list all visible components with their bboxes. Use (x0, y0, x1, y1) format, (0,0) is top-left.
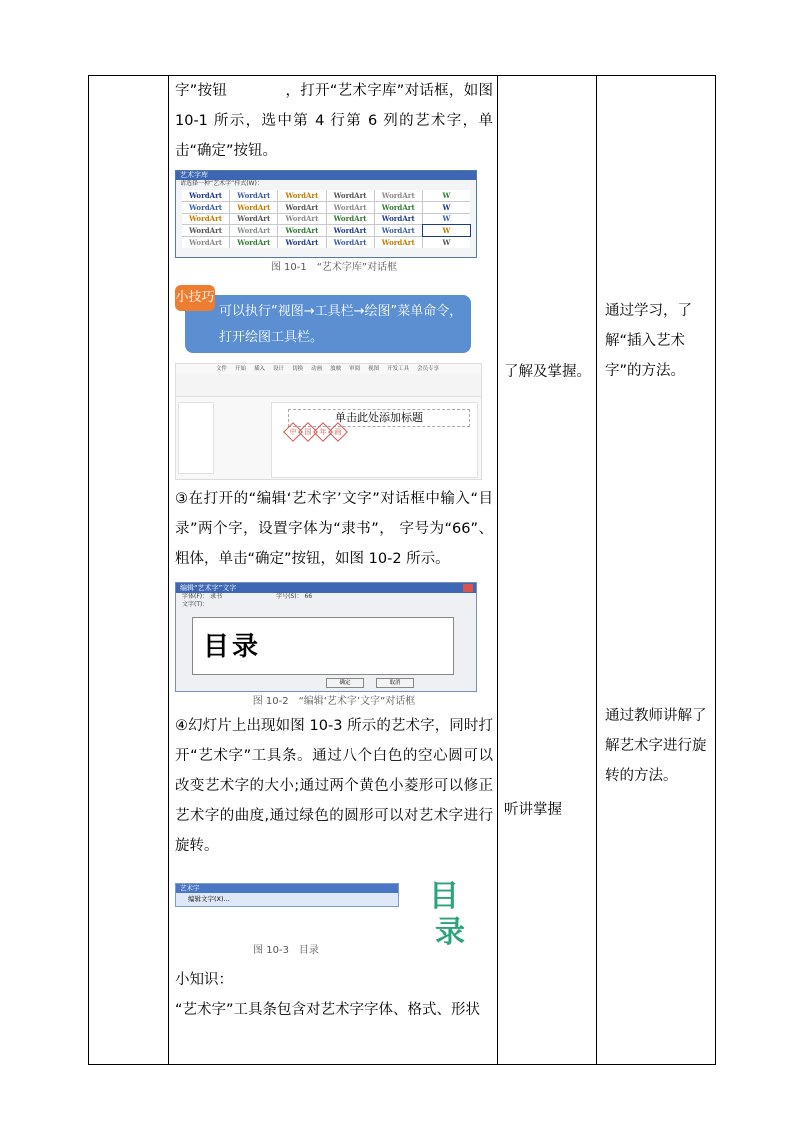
ribbon-tab: 文件 (216, 366, 228, 372)
intent-note-1: 通过学习，了解“插入艺术字”的方法。 (605, 303, 692, 379)
text-value: 目录 (203, 632, 262, 662)
activity-note-2: 听讲掌握 (504, 802, 562, 818)
wordart-style-cell: WordArt (182, 214, 229, 225)
table-row (89, 76, 716, 1065)
wordart-style-cell: WordArt (230, 214, 277, 225)
art-char-1: 目 (429, 879, 459, 914)
wordart-style-cell: WordArt (327, 202, 374, 213)
lesson-table (88, 75, 716, 1065)
wordart-diamond-char: 中 (283, 422, 303, 442)
paragraph-5: “艺术字”工具条包含对艺术字字体、格式、形状 (175, 1002, 481, 1018)
wordart-style-cell: WordArt (230, 190, 277, 201)
wordart-style-cell: WordArt (182, 202, 229, 213)
wordart-style-cell: WordArt (230, 202, 277, 213)
close-icon (463, 584, 473, 592)
dialog-hint: 请选择一种“艺术字”样式(W)： (180, 180, 263, 187)
text-label: 文字(T)： (182, 601, 209, 608)
tip-callout (175, 285, 493, 357)
ribbon-tab: 动画 (311, 366, 323, 372)
ribbon-tab: 开发工具 (387, 366, 410, 372)
ribbon-tabs (176, 364, 481, 374)
wordart-gallery-dialog (175, 170, 477, 258)
dialog-title: 编辑“艺术字”文字 (176, 583, 476, 593)
wordart-style-cell: W (423, 237, 470, 248)
figure-10-1 (175, 170, 493, 273)
figure-caption: 图 10-2 “编辑‘艺术字’文字”对话框 (252, 696, 416, 707)
paragraph-1: 字”按钮 ，打开“艺术字库”对话框，如图 10-1 所示，选中第 4 行第 6 列的艺术字，单击“确定”按钮。 (175, 83, 493, 159)
wordart-style-cell: WordArt (182, 225, 229, 236)
wordart-style-cell: W (423, 202, 470, 213)
wordart-style-cell: WordArt (327, 225, 374, 236)
ribbon-tab: 开始 (235, 366, 247, 372)
paragraph-3: ④幻灯片上出现如图 10-3 所示的艺术字，同时打开“艺术字”工具条。通过八个白色的空心圆可以改变艺术字的大小;通过两个黄色小菱形可以修正艺术字的曲度,通过绿色的圆形可以对艺术字进行旋转。 (175, 718, 493, 854)
ok-button: 确定 (326, 678, 364, 688)
ribbon-tab: 审阅 (349, 366, 361, 372)
wordart-diamond-char: 国 (298, 422, 318, 442)
text-input-area (192, 617, 454, 675)
tip-tag: 小技巧 (175, 285, 215, 311)
dialog-title: 艺术字库 (176, 171, 476, 180)
slide-title-placeholder: 单击此处添加标题 (288, 409, 470, 427)
wordart-preview (421, 869, 481, 949)
wordart-style-cell: WordArt (230, 237, 277, 248)
paragraph-4: 小知识： (175, 972, 233, 988)
wordart-style-cell: W (423, 214, 470, 225)
wordart-style-cell: WordArt (375, 190, 422, 201)
figure-caption: 图 10-1 “艺术字库”对话框 (270, 262, 398, 273)
ribbon-tab: 插入 (254, 366, 266, 372)
art-char-2: 录 (435, 915, 465, 950)
wordart-style-cell: WordArt (327, 214, 374, 225)
ribbon-tab: 会员专享 (417, 366, 440, 372)
wordart-style-cell: WordArt (182, 237, 229, 248)
figure-caption: 图 10-3 目录 (253, 945, 319, 956)
wordart-style-cell: WordArt (327, 190, 374, 201)
wordart-style-cell: WordArt (278, 237, 325, 248)
wordart-style-cell: WordArt (182, 190, 229, 201)
column-empty (89, 76, 169, 1065)
paragraph-2: ③在打开的“编辑‘艺术字’文字”对话框中输入“目录”两个字，设置字体为“隶书”， 字号为“66”、粗体，单击“确定”按钮，如图 10-2 所示。 (175, 491, 493, 567)
wordart-diamond-char: 年 (313, 422, 333, 442)
intent-note-2: 通过教师讲解了解艺术字进行旋转的方法。 (605, 708, 707, 784)
wordart-style-cell: WordArt (327, 237, 374, 248)
wordart-diamond-char: 画 (328, 422, 348, 442)
edit-wordart-dialog (175, 582, 477, 692)
edit-text-label: 编辑文字(X)... (188, 895, 230, 903)
activity-note-1: 了解及掌握。 (504, 364, 591, 380)
wordart-style-cell: WordArt (375, 237, 422, 248)
wordart-style-cell: WordArt (375, 225, 422, 236)
wordart-style-grid (182, 190, 470, 248)
toolbar-title: 艺术字 (176, 884, 398, 893)
column-content (169, 76, 498, 1065)
figure-10-3 (175, 869, 493, 961)
wordart-style-cell: W (423, 190, 470, 201)
tip-text: 可以执行“视图→工具栏→绘图”菜单命令，打开绘图工具栏。 (185, 295, 471, 353)
ribbon-screenshot (175, 363, 482, 480)
wordart-style-cell: W (423, 225, 470, 236)
wordart-style-cell: WordArt (230, 225, 277, 236)
column-student-activity (498, 76, 597, 1065)
font-row: 字体(F)： 隶书 字号(S)： 66 (182, 593, 313, 600)
ribbon-tab: 放映 (330, 366, 342, 372)
wordart-style-cell: WordArt (278, 225, 325, 236)
ribbon-toolbar (176, 374, 481, 397)
cancel-button: 取消 (376, 678, 414, 688)
wordart-style-cell: WordArt (278, 190, 325, 201)
slide-canvas (271, 402, 478, 478)
wordart-style-cell: WordArt (375, 202, 422, 213)
column-design-intent (597, 76, 716, 1065)
wordart-style-cell: WordArt (278, 214, 325, 225)
wordart-toolbar (175, 883, 399, 907)
wordart-style-cell: WordArt (375, 214, 422, 225)
figure-10-2 (175, 582, 493, 707)
slide-thumbnail (178, 402, 214, 474)
ribbon-tab: 设计 (273, 366, 285, 372)
ribbon-tab: 切换 (292, 366, 304, 372)
ribbon-tab: 视图 (368, 366, 380, 372)
wordart-style-cell: WordArt (278, 202, 325, 213)
